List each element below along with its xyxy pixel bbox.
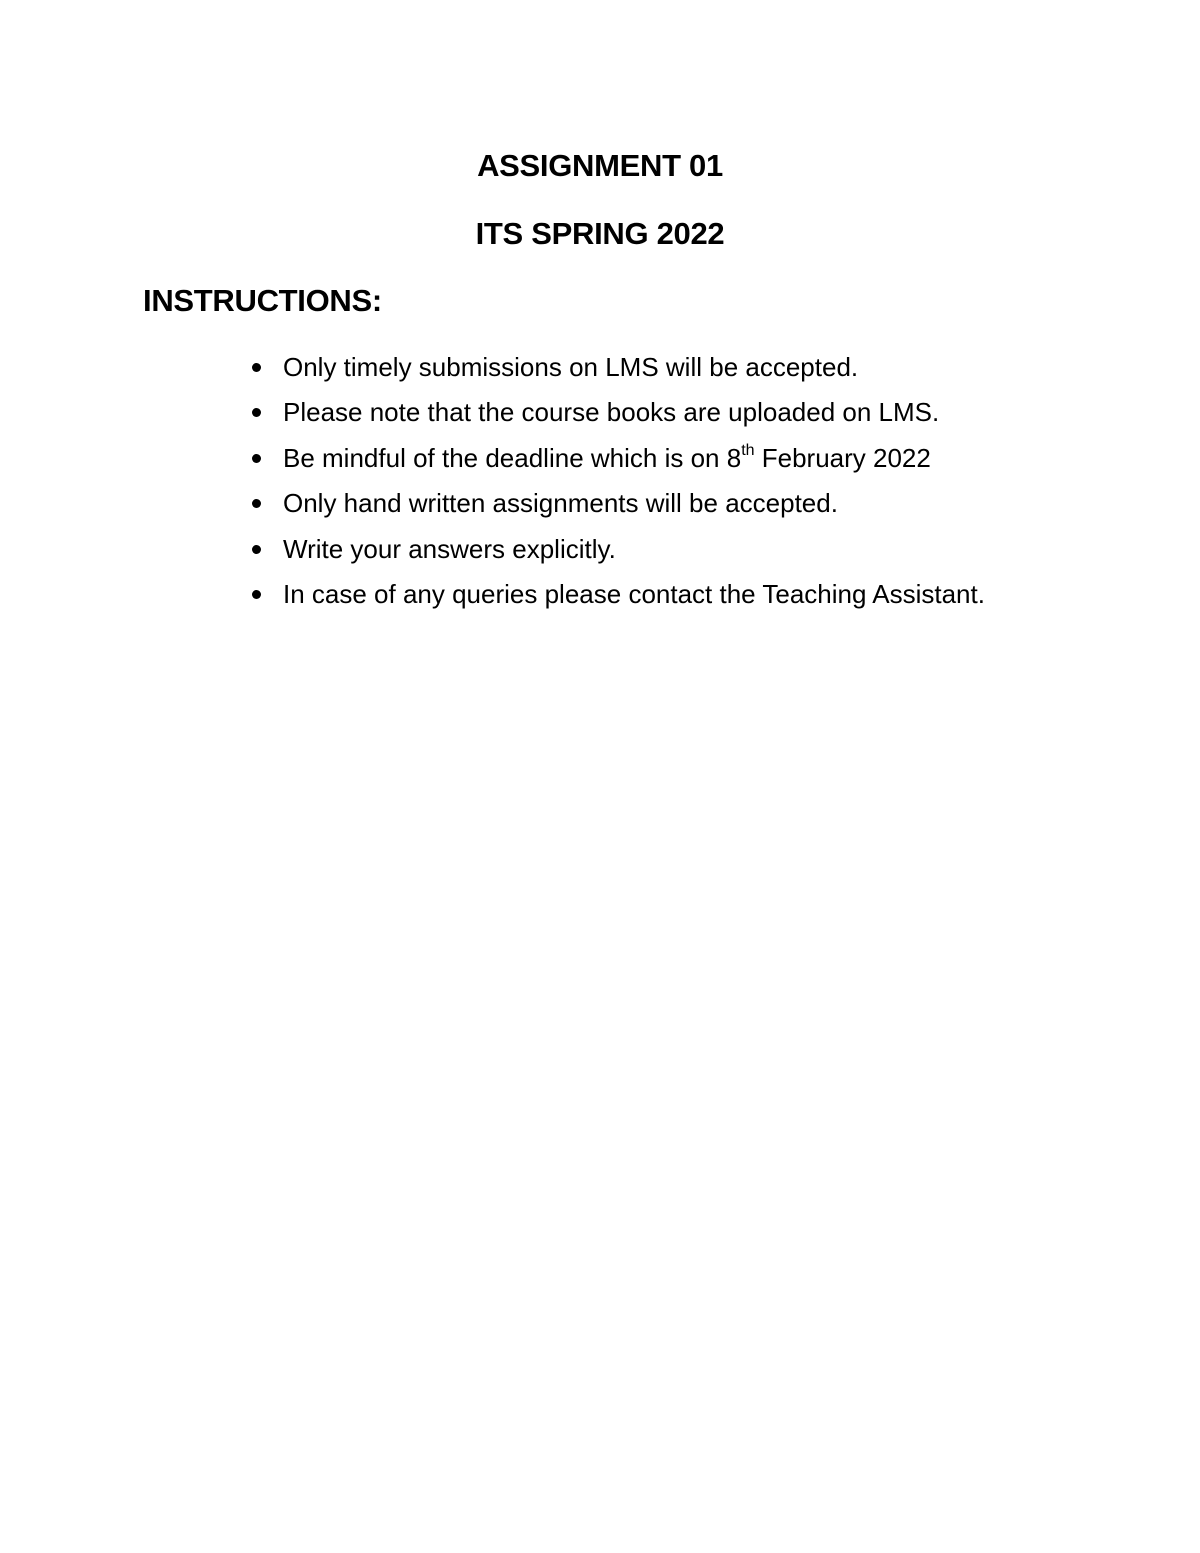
bullet-icon bbox=[252, 545, 261, 554]
instruction-text: Please note that the course books are uploaded on LMS. bbox=[283, 397, 940, 428]
assignment-title: ASSIGNMENT 01 bbox=[477, 148, 723, 183]
list-item bbox=[240, 350, 1140, 395]
list-item bbox=[240, 577, 1140, 622]
instruction-text: In case of any queries please contact the Teaching Assistant. bbox=[283, 578, 985, 609]
deadline-text-before: Be mindful of the deadline which is on 8 bbox=[283, 442, 742, 473]
instructions-list bbox=[240, 350, 1140, 622]
list-item bbox=[240, 395, 1140, 440]
bullet-icon bbox=[252, 590, 261, 599]
instruction-text: Only hand written assignments will be accepted. bbox=[283, 488, 838, 519]
bullet-icon bbox=[252, 499, 261, 508]
instructions-heading: INSTRUCTIONS: bbox=[143, 283, 382, 318]
list-item bbox=[240, 441, 1140, 486]
course-term-title: ITS SPRING 2022 bbox=[475, 216, 725, 251]
instruction-text bbox=[283, 441, 931, 475]
ordinal-suffix: th bbox=[741, 442, 755, 460]
deadline-text-after: February 2022 bbox=[754, 442, 931, 473]
list-item bbox=[240, 532, 1140, 577]
bullet-icon bbox=[252, 408, 261, 417]
instruction-text: Only timely submissions on LMS will be accepted. bbox=[283, 352, 859, 382]
list-item bbox=[240, 486, 1140, 531]
instruction-text: Write your answers explicitly. bbox=[283, 533, 616, 564]
bullet-icon bbox=[252, 363, 261, 372]
bullet-icon bbox=[252, 454, 261, 463]
